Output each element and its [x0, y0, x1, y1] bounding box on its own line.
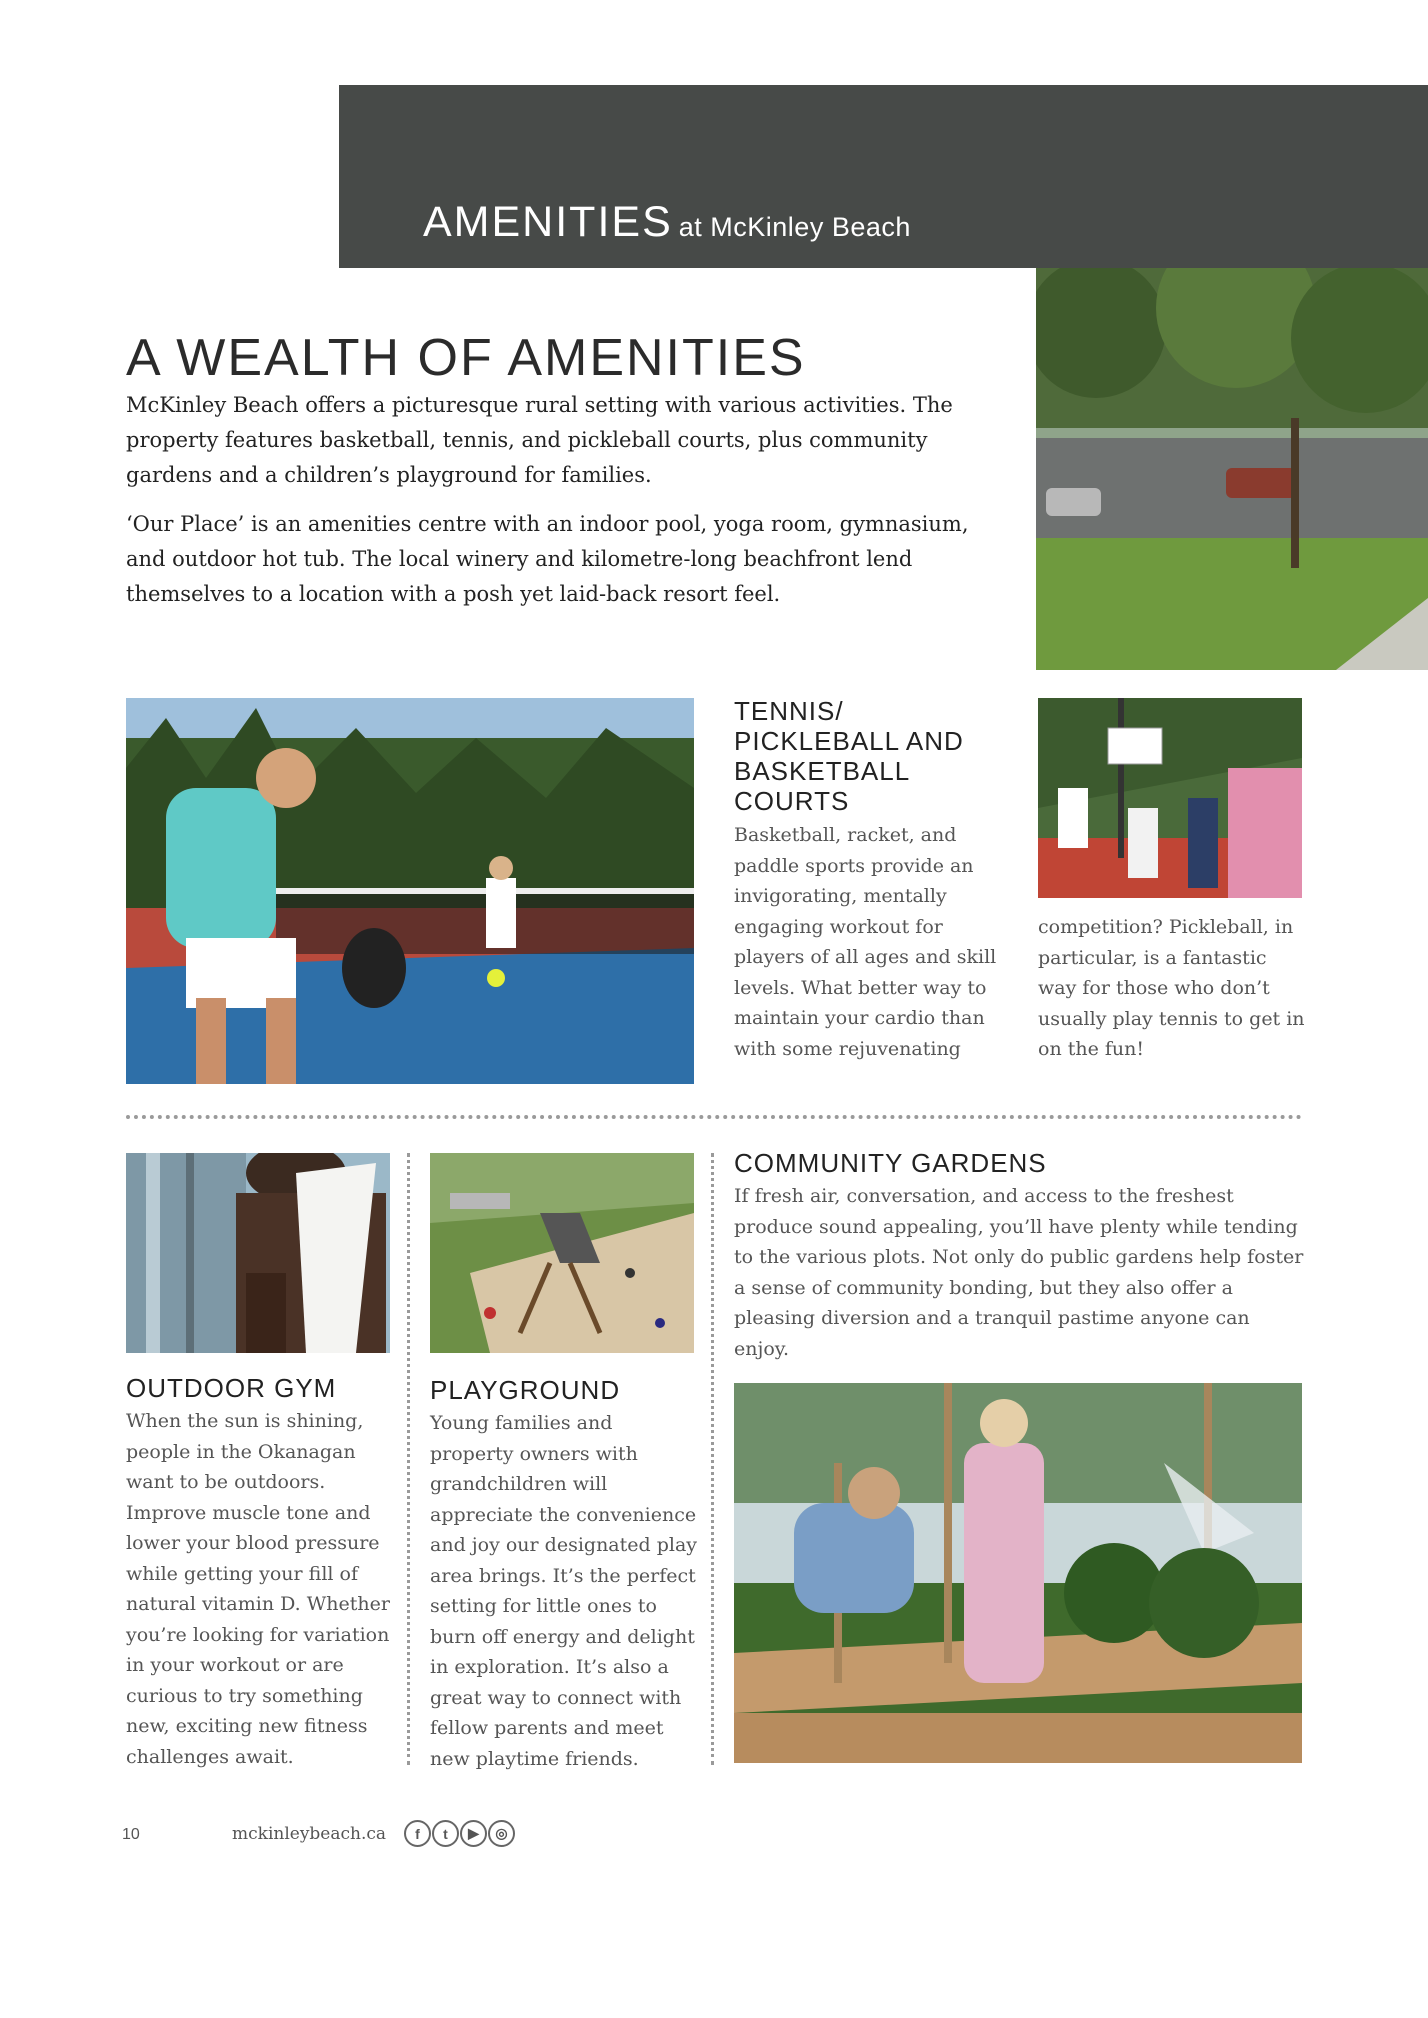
courts-text-continued: competition? Pickleball, in particular, is a fantastic way for those who don’t usually play tennis to get in on the fun!: [1038, 916, 1305, 1060]
youtube-icon[interactable]: ▶: [460, 1820, 487, 1847]
page-heading: A WEALTH OF AMENITIES: [126, 329, 806, 387]
gardens-title: COMMUNITY GARDENS: [734, 1148, 1047, 1178]
basketball-photo: [1038, 698, 1302, 898]
playground-text: Young families and property owners with grandchildren will appreciate the convenience and joy our designated play area brings. It’s the perfect setting for little ones to burn off energy and delight in exploration. It’s also a great way to connect with fellow parents and meet new playtime friends.: [430, 1412, 698, 1770]
page-number: 10: [122, 1826, 140, 1843]
twitter-icon[interactable]: t: [432, 1820, 459, 1847]
intro-paragraph: McKinley Beach offers a picturesque rural setting with various activities. The property features basketball, tennis, and pickleball courts, plus community gardens and a children’s playground for families.: [126, 393, 953, 487]
facebook-icon[interactable]: f: [404, 1820, 431, 1847]
page-section-title: [423, 198, 911, 247]
pickleball-photo: [126, 698, 694, 1084]
column-divider: [407, 1153, 410, 1765]
column-divider: [711, 1153, 714, 1765]
playground-photo: [430, 1153, 694, 1353]
website-link[interactable]: mckinleybeach.ca: [232, 1824, 387, 1844]
gym-photo: [126, 1153, 390, 1353]
gym-text: When the sun is shining, people in the Okanagan want to be outdoors. Improve muscle tone and lower your blood pressure while getting your fill of natural vitamin D. Whether you’re looking for variation in your workout or are curious to try something new, exciting new fitness challenges await.: [126, 1410, 390, 1768]
gym-title: OUTDOOR GYM: [126, 1373, 337, 1403]
courts-text: Basketball, racket, and paddle sports provide an invigorating, mentally engaging workout for players of all ages and skill levels. What better way to maintain your cardio than with some rejuvenating: [734, 824, 997, 1060]
section-title-main: AMENITIES: [423, 198, 673, 246]
intro-text: [126, 388, 976, 626]
section-divider: [126, 1115, 1302, 1119]
gardens-photo: [734, 1383, 1302, 1763]
courts-title: TENNIS/ PICKLEBALL AND BASKETBALL COURTS: [734, 696, 964, 816]
park-photo: [1036, 268, 1428, 670]
section-title-sub: at McKinley Beach: [678, 212, 911, 242]
playground-title: PLAYGROUND: [430, 1375, 621, 1405]
intro-paragraph: ‘Our Place’ is an amenities centre with an indoor pool, yoga room, gymnasium, and outdoor hot tub. The local winery and kilometre-long beachfront lend themselves to a location with a posh yet laid-back resort feel.: [126, 512, 969, 606]
instagram-icon[interactable]: ◎: [488, 1820, 515, 1847]
gardens-text: If fresh air, conversation, and access to the freshest produce sound appealing, you’ll have plenty while tending to the various plots. Not only do public gardens help foster a sense of community bonding, but they also offer a pleasing diversion and a tranquil pastime anyone can enjoy.: [734, 1185, 1304, 1360]
